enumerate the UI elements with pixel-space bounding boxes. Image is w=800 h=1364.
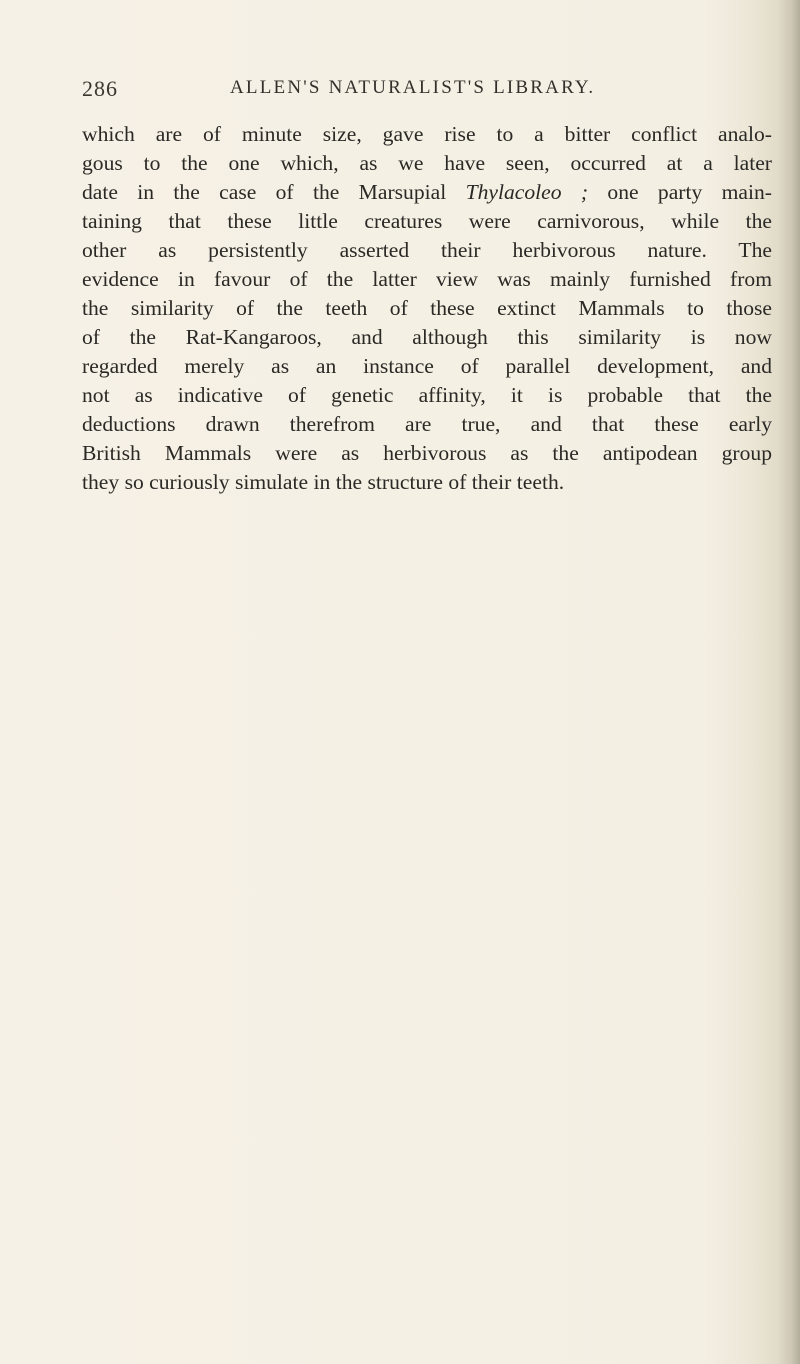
text-line-3-start: date in the case of the Marsupial: [82, 180, 447, 204]
text-line-10: not as indicative of genetic affinity, it is probable that the: [82, 383, 772, 407]
text-line-7: the similarity of the teeth of these extinct Mammals to those: [82, 296, 772, 320]
text-line-9: regarded merely as an instance of parallel development, and: [82, 354, 772, 378]
running-head: [82, 76, 722, 106]
text-line-1: which are of minute size, gave rise to a bitter conflict analo-: [82, 122, 772, 146]
page-number: 286: [82, 76, 118, 101]
text-line-13: they so curiously simulate in the structure of their teeth.: [82, 470, 565, 494]
text-line-8: of the Rat-Kangaroos, and although this similarity is now: [82, 325, 772, 349]
genus-name-italic: Thylacoleo ;: [465, 180, 589, 204]
body-text: [82, 120, 772, 497]
text-line-6: evidence in favour of the latter view was mainly furnished from: [82, 267, 772, 291]
page-edge-shadow: [778, 0, 800, 1364]
text-line-2: gous to the one which, as we have seen, occurred at a later: [82, 151, 772, 175]
running-title: ALLEN'S NATURALIST'S LIBRARY.: [230, 77, 596, 98]
text-line-11: deductions drawn therefrom are true, and that these early: [82, 412, 772, 436]
text-line-4: taining that these little creatures were carnivorous, while the: [82, 209, 772, 233]
text-line-3: [82, 178, 772, 207]
text-line-5: other as persistently asserted their herbivorous nature. The: [82, 238, 772, 262]
text-line-12: British Mammals were as herbivorous as the antipodean group: [82, 441, 772, 465]
text-line-3-end: one party main-: [607, 180, 772, 204]
